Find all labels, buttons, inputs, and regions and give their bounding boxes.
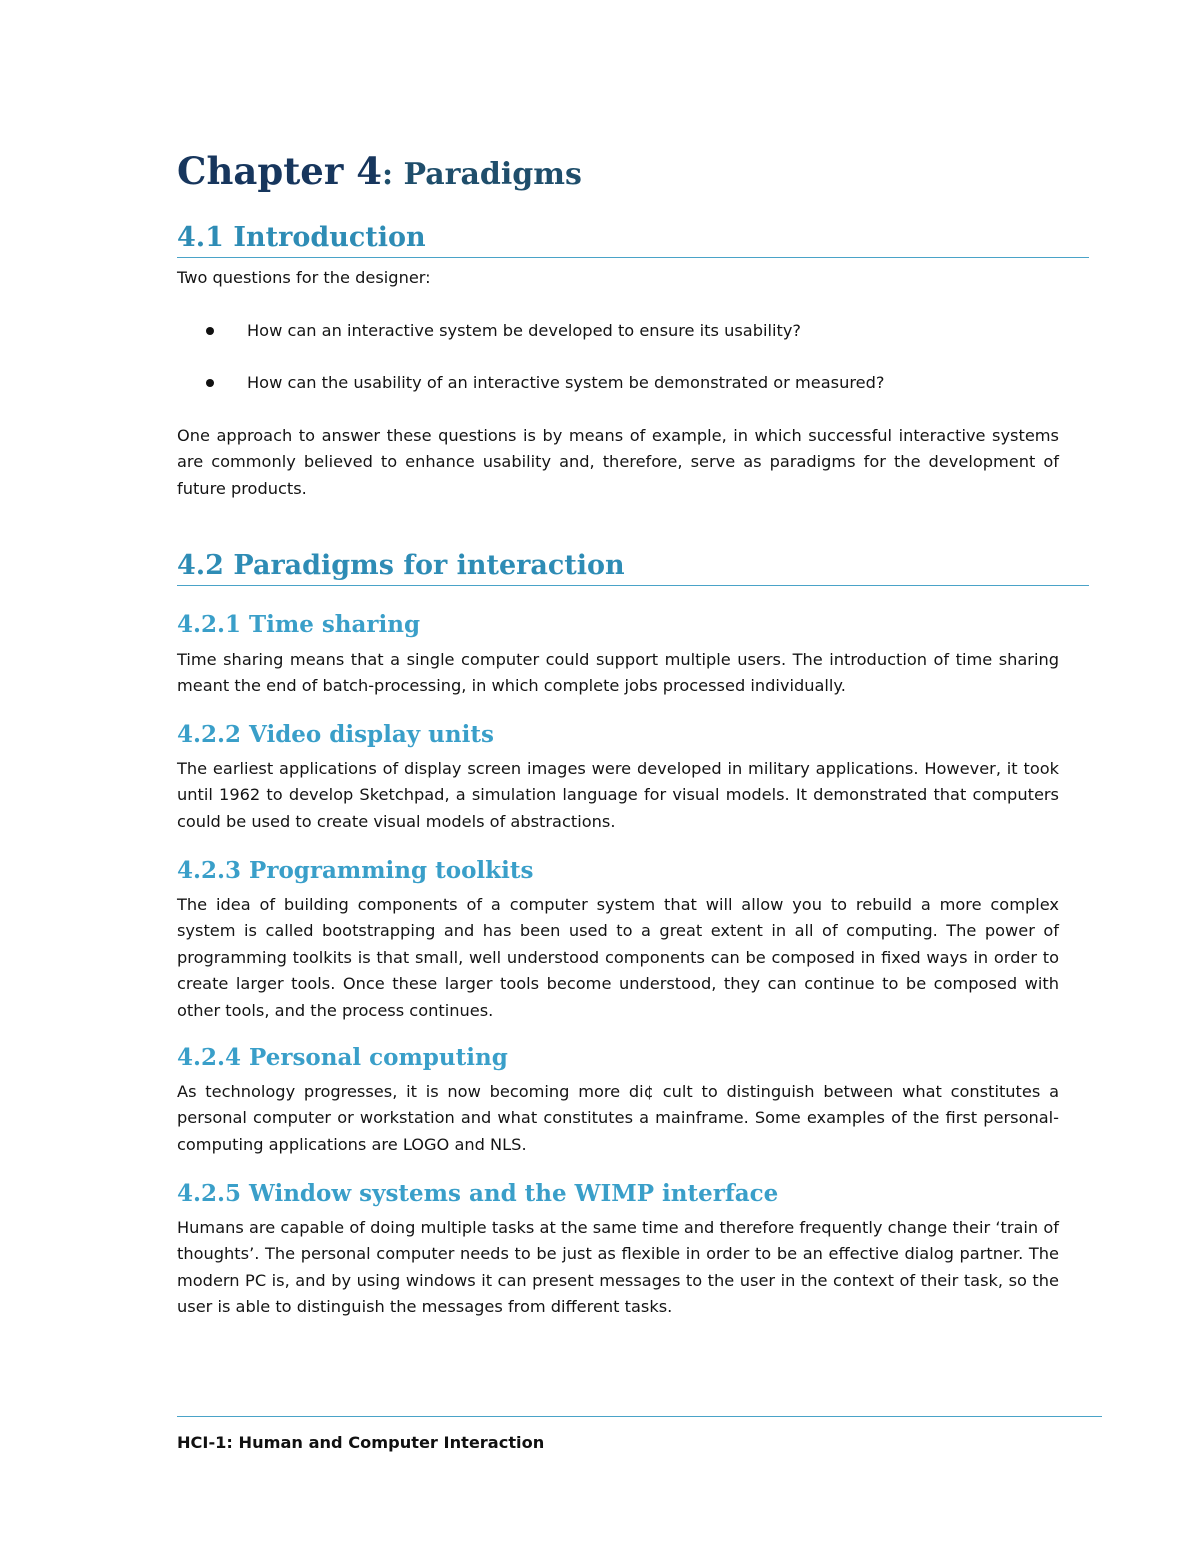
footer-divider bbox=[177, 1416, 1102, 1417]
subsection-heading-window-systems: 4.2.5 Window systems and the WIMP interface bbox=[177, 1180, 779, 1207]
chapter-title bbox=[177, 143, 582, 203]
intro-paragraph: One approach to answer these questions is by means of example, in which successful interactive systems are commonly believed to enhance usability and, therefore, serve as paradigms for the development of future products. bbox=[177, 426, 1059, 498]
time-sharing-paragraph: Time sharing means that a single computer could support multiple users. The introduction of time sharing meant the end of batch-processing, in which complete jobs processed individually. bbox=[177, 650, 1059, 696]
subsection-heading-time-sharing: 4.2.1 Time sharing bbox=[177, 611, 421, 638]
programming-toolkits-paragraph: The idea of building components of a computer system that will allow you to rebuild a more complex system is called bootstrapping and has been used to a great extent in all of computing. The power of programming toolkits is that small, well understood components can be composed in fixed ways in order to create larger tools. Once these larger tools become understood, they can continue to be composed with other tools, and the process continues. bbox=[177, 895, 1059, 1020]
bullet-icon bbox=[206, 379, 214, 387]
subsection-heading-programming-toolkits: 4.2.3 Programming toolkits bbox=[177, 857, 534, 884]
intro-lead-text: Two questions for the designer: bbox=[177, 268, 431, 287]
window-systems-paragraph: Humans are capable of doing multiple tasks at the same time and therefore frequently change their ‘train of thoughts’. The personal computer needs to be just as flexible in order to be an effective dialog partner. The modern PC is, and by using windows it can present messages to the user in the context of their task, so the user is able to distinguish the messages from different tasks. bbox=[177, 1218, 1059, 1317]
chapter-title-main: Chapter 4 bbox=[177, 149, 382, 193]
subsection-heading-personal-computing: 4.2.4 Personal computing bbox=[177, 1044, 508, 1071]
list-item bbox=[206, 318, 1066, 344]
personal-computing-paragraph: As technology progresses, it is now becoming more di¢ cult to distinguish between what constitutes a personal computer or workstation and what constitutes a mainframe. Some examples of the first personal-computing applications are LOGO and NLS. bbox=[177, 1082, 1059, 1154]
bullet-icon bbox=[206, 327, 214, 335]
subsection-heading-video-display: 4.2.2 Video display units bbox=[177, 721, 494, 748]
section-heading-introduction: 4.1 Introduction bbox=[177, 219, 1089, 258]
footer-text: HCI-1: Human and Computer Interaction bbox=[177, 1433, 545, 1452]
section-heading-paradigms: 4.2 Paradigms for interaction bbox=[177, 547, 1089, 586]
chapter-title-rest: : Paradigms bbox=[381, 157, 582, 192]
list-item bbox=[206, 370, 1066, 396]
list-item-text: How can an interactive system be developed to ensure its usability? bbox=[247, 321, 801, 340]
video-display-paragraph: The earliest applications of display screen images were developed in military applications. However, it took until 1962 to develop Sketchpad, a simulation language for visual models. It demonstrated that computers could be used to create visual models of abstractions. bbox=[177, 759, 1059, 831]
list-item-text: How can the usability of an interactive system be demonstrated or measured? bbox=[247, 373, 885, 392]
